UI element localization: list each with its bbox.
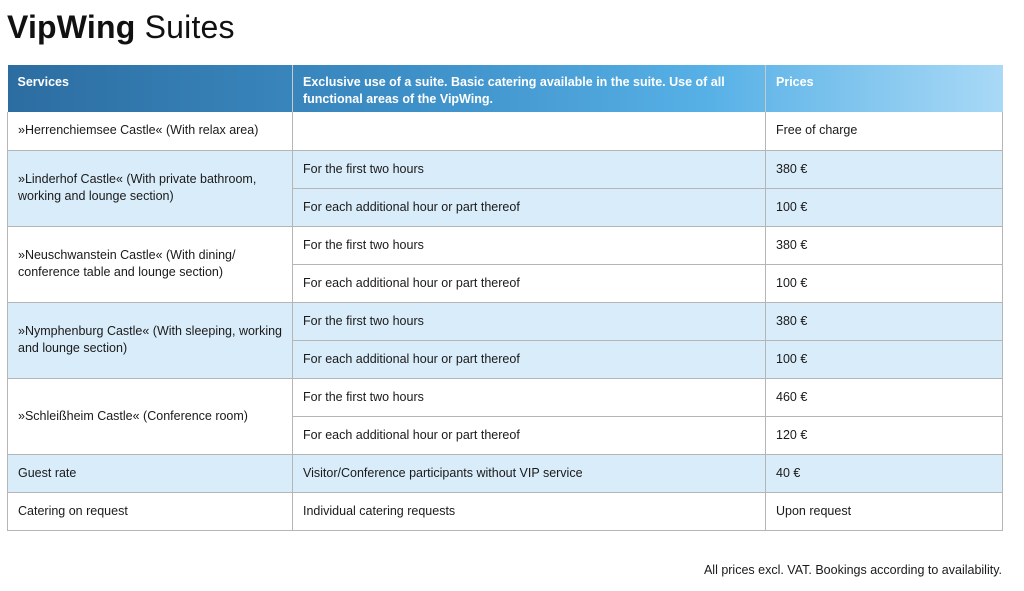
price-cell: 100 € [766, 340, 1003, 378]
table-body [8, 112, 1003, 530]
detail-cell: For the first two hours [293, 150, 766, 188]
header-description: Exclusive use of a suite. Basic catering available in the suite. Use of all functional areas of the VipWing. [293, 65, 766, 112]
table-row [8, 150, 1003, 188]
table-row [8, 492, 1003, 530]
service-cell: »Linderhof Castle« (With private bathroom, working and lounge section) [8, 150, 293, 226]
table-row [8, 226, 1003, 264]
detail-cell: For each additional hour or part thereof [293, 264, 766, 302]
price-cell: Free of charge [766, 112, 1003, 150]
footnote: All prices excl. VAT. Bookings according to availability. [703, 563, 1002, 577]
page-title [7, 7, 235, 47]
price-cell: 380 € [766, 150, 1003, 188]
header-services: Services [8, 65, 293, 112]
service-cell: Catering on request [8, 492, 293, 530]
table-row [8, 454, 1003, 492]
price-cell: Upon request [766, 492, 1003, 530]
table-row [8, 378, 1003, 416]
detail-cell: For the first two hours [293, 226, 766, 264]
price-cell: 380 € [766, 226, 1003, 264]
detail-cell: For the first two hours [293, 378, 766, 416]
price-cell: 100 € [766, 264, 1003, 302]
table-row [8, 302, 1003, 340]
table-header [8, 65, 1003, 112]
detail-cell: For the first two hours [293, 302, 766, 340]
header-row [8, 65, 1003, 112]
price-cell: 460 € [766, 378, 1003, 416]
title-suffix: Suites [135, 9, 235, 45]
service-cell: »Schleißheim Castle« (Conference room) [8, 378, 293, 454]
price-cell: 380 € [766, 302, 1003, 340]
title-brand: VipWing [7, 9, 136, 45]
detail-cell: Individual catering requests [293, 492, 766, 530]
service-cell: »Herrenchiemsee Castle« (With relax area) [8, 112, 293, 150]
detail-cell: Visitor/Conference participants without VIP service [293, 454, 766, 492]
detail-cell: For each additional hour or part thereof [293, 188, 766, 226]
detail-cell: For each additional hour or part thereof [293, 340, 766, 378]
service-cell: »Neuschwanstein Castle« (With dining/ conference table and lounge section) [8, 226, 293, 302]
detail-cell: For each additional hour or part thereof [293, 416, 766, 454]
price-cell: 100 € [766, 188, 1003, 226]
detail-cell [293, 112, 766, 150]
table-row [8, 112, 1003, 150]
service-cell: Guest rate [8, 454, 293, 492]
price-cell: 40 € [766, 454, 1003, 492]
price-table [7, 65, 1003, 531]
header-prices: Prices [776, 75, 814, 89]
price-cell: 120 € [766, 416, 1003, 454]
service-cell: »Nymphenburg Castle« (With sleeping, working and lounge section) [8, 302, 293, 378]
